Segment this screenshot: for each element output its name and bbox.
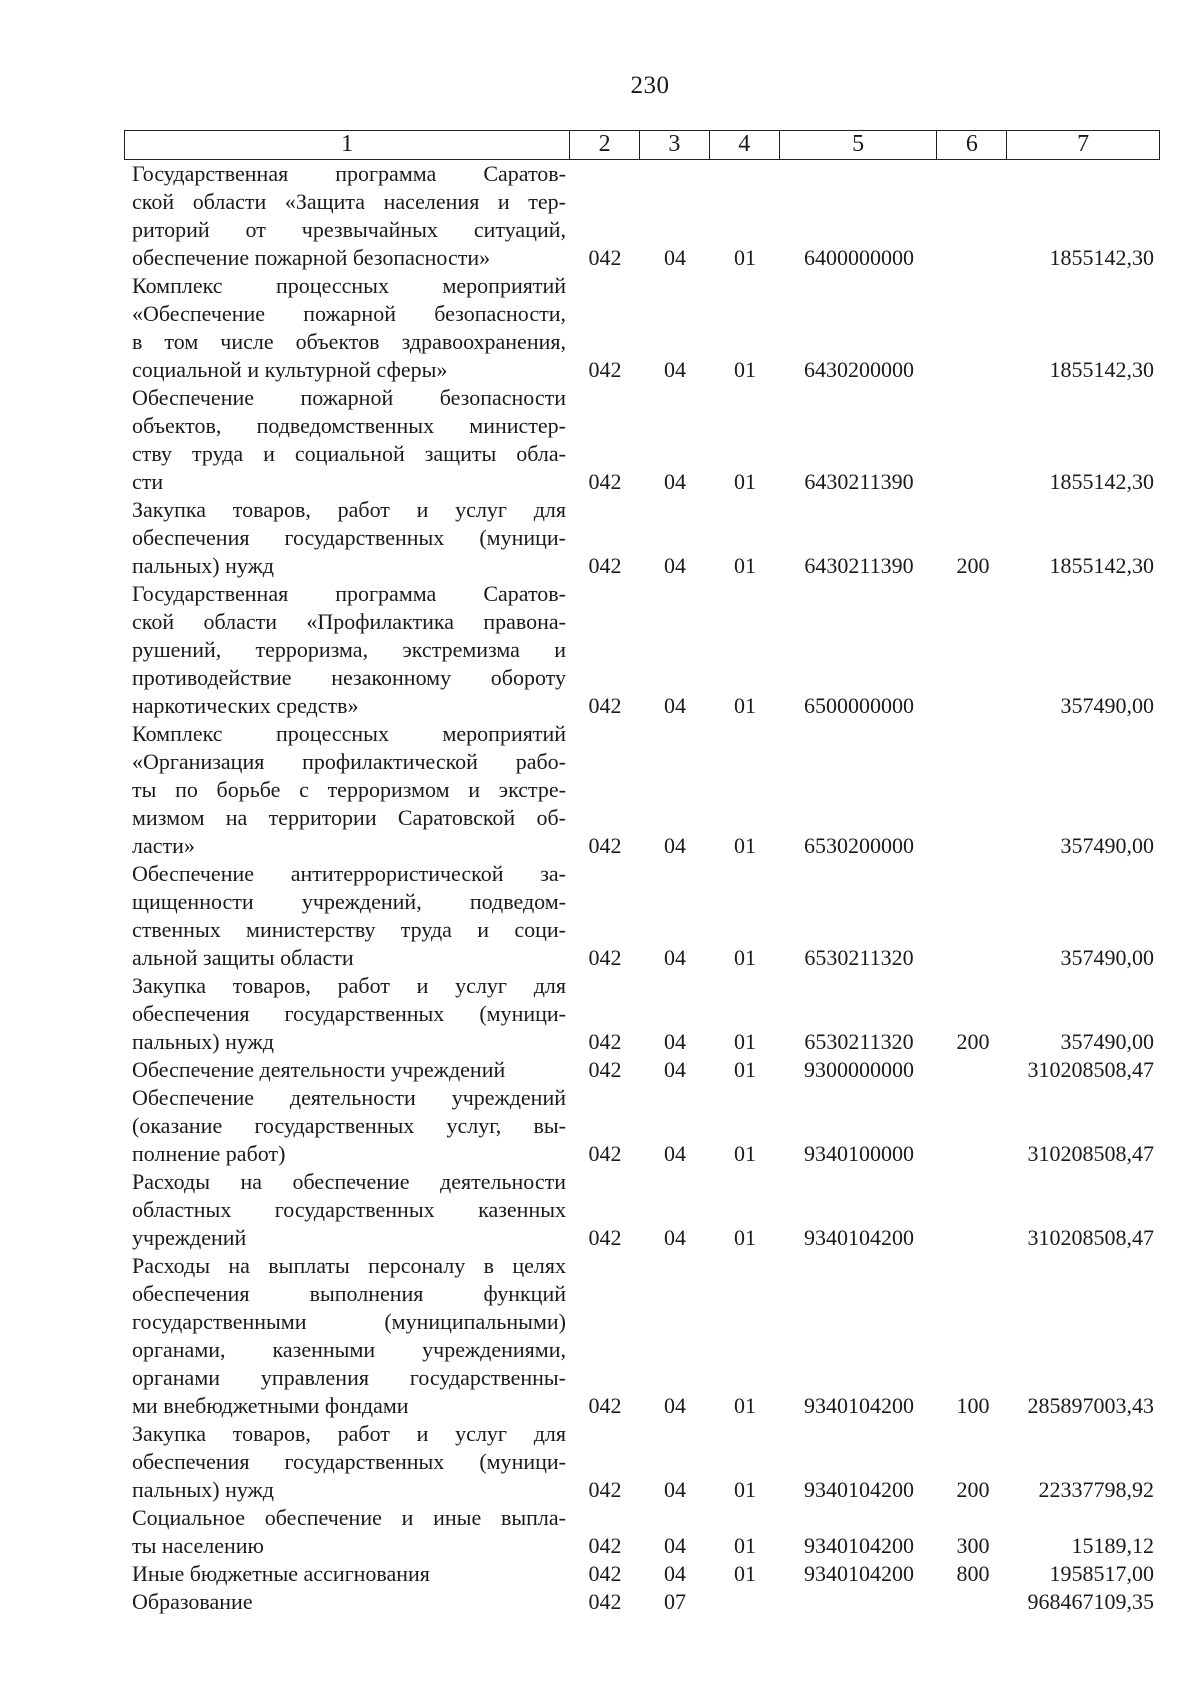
row-code-admin: 042 — [588, 1057, 622, 1082]
row-name-line: (оказание государственных услуг, вы- — [132, 1113, 566, 1138]
row-code-section: 04 — [664, 553, 686, 578]
row-code-section: 04 — [664, 1477, 686, 1502]
table-row — [124, 1504, 1160, 1560]
row-code-section: 07 — [664, 1589, 686, 1614]
row-code-target: 6500000000 — [804, 693, 914, 718]
row-code-admin: 042 — [588, 469, 622, 494]
row-name-line: Обеспечение деятельности учреждений — [132, 1085, 566, 1110]
row-code-expense-type: 200 — [956, 553, 990, 578]
row-code-expense-type: 100 — [956, 1393, 990, 1418]
row-name — [132, 580, 566, 720]
table-row — [124, 272, 1160, 384]
row-name — [132, 160, 566, 272]
row-code-subsection: 01 — [734, 1029, 756, 1054]
row-name-line: Иные бюджетные ассигнования — [132, 1561, 430, 1586]
row-name-line: обеспечения государственных (муници- — [132, 1449, 566, 1474]
row-code-subsection: 01 — [734, 469, 756, 494]
row-code-section: 04 — [664, 833, 686, 858]
row-amount: 285897003,43 — [1027, 1393, 1154, 1418]
row-name-line: Образование — [132, 1589, 253, 1614]
row-code-target: 6530211320 — [804, 1029, 914, 1054]
row-name — [132, 496, 566, 580]
row-amount: 1855142,30 — [1049, 245, 1154, 270]
table-row — [124, 1056, 1160, 1084]
row-code-admin: 042 — [588, 1561, 622, 1586]
row-name-line: социальной и культурной сферы» — [132, 357, 448, 382]
row-name-line: рушений, терроризма, экстремизма и — [132, 637, 566, 662]
row-code-admin: 042 — [588, 1141, 622, 1166]
row-name-line: Обеспечение деятельности учреждений — [132, 1057, 506, 1082]
header-col-5: 5 — [780, 131, 938, 159]
row-code-subsection: 01 — [734, 1057, 756, 1082]
row-code-target: 6530211320 — [804, 945, 914, 970]
row-name-line: противодействие незаконному обороту — [132, 665, 566, 690]
row-code-target: 9340104200 — [804, 1225, 914, 1250]
row-code-admin: 042 — [588, 1533, 622, 1558]
table-row — [124, 1420, 1160, 1504]
row-amount: 310208508,47 — [1027, 1141, 1154, 1166]
row-code-subsection: 01 — [734, 1141, 756, 1166]
row-amount: 357490,00 — [1060, 833, 1154, 858]
row-code-admin: 042 — [588, 245, 622, 270]
table-row — [124, 972, 1160, 1056]
row-code-admin: 042 — [588, 553, 622, 578]
row-name-line: наркотических средств» — [132, 693, 359, 718]
row-name-line: обеспечения выполнения функций — [132, 1281, 566, 1306]
row-name — [132, 972, 566, 1056]
row-amount: 310208508,47 — [1027, 1225, 1154, 1250]
row-name — [132, 1420, 566, 1504]
row-name — [132, 1168, 566, 1252]
header-col-3: 3 — [640, 131, 710, 159]
row-name-line: пальных) нужд — [132, 1477, 275, 1502]
row-name — [132, 860, 566, 972]
row-code-subsection: 01 — [734, 1477, 756, 1502]
table-row — [124, 1252, 1160, 1420]
row-code-section: 04 — [664, 1393, 686, 1418]
row-code-subsection: 01 — [734, 1393, 756, 1418]
table-row — [124, 1588, 1160, 1616]
row-code-section: 04 — [664, 469, 686, 494]
row-code-admin: 042 — [588, 1225, 622, 1250]
row-name-line: Закупка товаров, работ и услуг для — [132, 1421, 566, 1446]
row-code-target: 9340104200 — [804, 1561, 914, 1586]
row-code-section: 04 — [664, 1141, 686, 1166]
row-code-target: 6530200000 — [804, 833, 914, 858]
row-name — [132, 1560, 566, 1588]
row-name-line: Обеспечение пожарной безопасности — [132, 385, 566, 410]
row-name-line: ской области «Профилактика правона- — [132, 609, 566, 634]
row-name-line: пальных) нужд — [132, 1029, 275, 1054]
row-code-section: 04 — [664, 945, 686, 970]
row-name-line: Комплекс процессных мероприятий — [132, 721, 566, 746]
row-code-section: 04 — [664, 1029, 686, 1054]
row-code-target: 6400000000 — [804, 245, 914, 270]
row-code-section: 04 — [664, 1225, 686, 1250]
table-row — [124, 720, 1160, 860]
row-name-line: сти — [132, 469, 164, 494]
row-name — [132, 272, 566, 384]
row-name — [132, 1056, 566, 1084]
page-number: 230 — [630, 72, 670, 99]
row-name-line: Расходы на выплаты персоналу в целях — [132, 1253, 566, 1278]
row-amount: 22337798,92 — [1038, 1477, 1154, 1502]
table-row — [124, 860, 1160, 972]
row-name-line: органами управления государственны- — [132, 1365, 566, 1390]
row-amount: 1855142,30 — [1049, 553, 1154, 578]
row-code-section: 04 — [664, 357, 686, 382]
row-name — [132, 384, 566, 496]
row-code-subsection: 01 — [734, 693, 756, 718]
row-code-subsection: 01 — [734, 1561, 756, 1586]
row-code-target: 9340104200 — [804, 1533, 914, 1558]
row-code-expense-type: 300 — [956, 1533, 990, 1558]
table-row — [124, 580, 1160, 720]
header-col-7: 7 — [1077, 131, 1090, 157]
row-amount: 310208508,47 — [1027, 1057, 1154, 1082]
row-amount: 968467109,35 — [1027, 1589, 1154, 1614]
row-name-line: ласти» — [132, 833, 195, 858]
header-col-2: 2 — [570, 131, 640, 159]
row-name-line: ственных министерству труда и соци- — [132, 917, 566, 942]
row-code-subsection: 01 — [734, 1533, 756, 1558]
row-name-line: Социальное обеспечение и иные выпла- — [132, 1505, 566, 1530]
header-col-6: 6 — [937, 131, 1007, 159]
row-code-admin: 042 — [588, 1477, 622, 1502]
table-row — [124, 160, 1160, 272]
row-code-subsection: 01 — [734, 833, 756, 858]
row-code-subsection: 01 — [734, 1225, 756, 1250]
row-name-line: органами, казенными учреждениями, — [132, 1337, 566, 1362]
row-code-target: 9340100000 — [804, 1141, 914, 1166]
row-code-target: 6430200000 — [804, 357, 914, 382]
row-code-target: 9300000000 — [804, 1057, 914, 1082]
table-header — [124, 130, 1160, 160]
row-name — [132, 1588, 566, 1616]
row-code-target: 9340104200 — [804, 1393, 914, 1418]
row-name-line: государственными (муниципальными) — [132, 1309, 566, 1334]
row-name-line: мизмом на территории Саратовской об- — [132, 805, 566, 830]
row-amount: 1855142,30 — [1049, 357, 1154, 382]
table-row — [124, 1168, 1160, 1252]
row-amount: 357490,00 — [1060, 693, 1154, 718]
row-name-line: Обеспечение антитеррористической за- — [132, 861, 566, 886]
row-amount: 15189,12 — [1071, 1533, 1154, 1558]
row-name-line: в том числе объектов здравоохранения, — [132, 329, 566, 354]
row-name-line: Закупка товаров, работ и услуг для — [132, 497, 566, 522]
table-row — [124, 1560, 1160, 1588]
header-col-4: 4 — [710, 131, 780, 159]
row-name — [132, 1252, 566, 1420]
row-code-section: 04 — [664, 1561, 686, 1586]
table-row — [124, 1084, 1160, 1168]
row-name-line: учреждений — [132, 1225, 247, 1250]
row-name-line: Закупка товаров, работ и услуг для — [132, 973, 566, 998]
row-code-admin: 042 — [588, 693, 622, 718]
row-code-subsection: 01 — [734, 945, 756, 970]
row-name-line: Комплекс процессных мероприятий — [132, 273, 566, 298]
row-code-section: 04 — [664, 693, 686, 718]
row-amount: 1855142,30 — [1049, 469, 1154, 494]
row-name-line: полнение работ) — [132, 1141, 286, 1166]
row-amount: 357490,00 — [1060, 945, 1154, 970]
row-code-admin: 042 — [588, 1393, 622, 1418]
table-row — [124, 384, 1160, 496]
row-name-line: «Обеспечение пожарной безопасности, — [132, 301, 566, 326]
row-name-line: щищенности учреждений, подведом- — [132, 889, 566, 914]
row-code-target: 6430211390 — [804, 553, 914, 578]
row-code-subsection: 01 — [734, 553, 756, 578]
row-name-line: ты по борьбе с терроризмом и экстре- — [132, 777, 566, 802]
row-code-admin: 042 — [588, 833, 622, 858]
row-code-expense-type: 200 — [956, 1477, 990, 1502]
row-name-line: областных государственных казенных — [132, 1197, 566, 1222]
row-name-line: ской области «Защита населения и тер- — [132, 189, 566, 214]
row-name-line: обеспечения государственных (муници- — [132, 525, 566, 550]
header-col-1: 1 — [125, 131, 570, 159]
row-code-subsection: 01 — [734, 245, 756, 270]
row-name-line: Государственная программа Саратов- — [132, 161, 566, 186]
row-amount: 1958517,00 — [1049, 1561, 1154, 1586]
row-name-line: обеспечения государственных (муници- — [132, 1001, 566, 1026]
row-code-section: 04 — [664, 1533, 686, 1558]
row-code-expense-type: 200 — [956, 1029, 990, 1054]
row-amount: 357490,00 — [1060, 1029, 1154, 1054]
row-name-line: ству труда и социальной защиты обла- — [132, 441, 566, 466]
row-name — [132, 1084, 566, 1168]
row-name-line: объектов, подведомственных министер- — [132, 413, 566, 438]
row-code-admin: 042 — [588, 945, 622, 970]
table-row — [124, 496, 1160, 580]
row-name — [132, 720, 566, 860]
row-code-section: 04 — [664, 245, 686, 270]
row-name-line: Государственная программа Саратов- — [132, 581, 566, 606]
row-code-admin: 042 — [588, 1029, 622, 1054]
row-name-line: альной защиты области — [132, 945, 354, 970]
row-name-line: риторий от чрезвычайных ситуаций, — [132, 217, 566, 242]
row-name-line: пальных) нужд — [132, 553, 275, 578]
row-code-subsection: 01 — [734, 357, 756, 382]
row-name-line: ми внебюджетными фондами — [132, 1393, 409, 1418]
row-code-admin: 042 — [588, 1589, 622, 1614]
row-name-line: «Организация профилактической рабо- — [132, 749, 566, 774]
row-name — [132, 1504, 566, 1560]
row-code-admin: 042 — [588, 357, 622, 382]
row-code-section: 04 — [664, 1057, 686, 1082]
row-name-line: ты населению — [132, 1533, 264, 1558]
row-code-expense-type: 800 — [956, 1561, 990, 1586]
row-name-line: Расходы на обеспечение деятельности — [132, 1169, 566, 1194]
table-body — [124, 160, 1160, 1616]
row-name-line: обеспечение пожарной безопасности» — [132, 245, 491, 270]
row-code-target: 9340104200 — [804, 1477, 914, 1502]
row-code-target: 6430211390 — [804, 469, 914, 494]
